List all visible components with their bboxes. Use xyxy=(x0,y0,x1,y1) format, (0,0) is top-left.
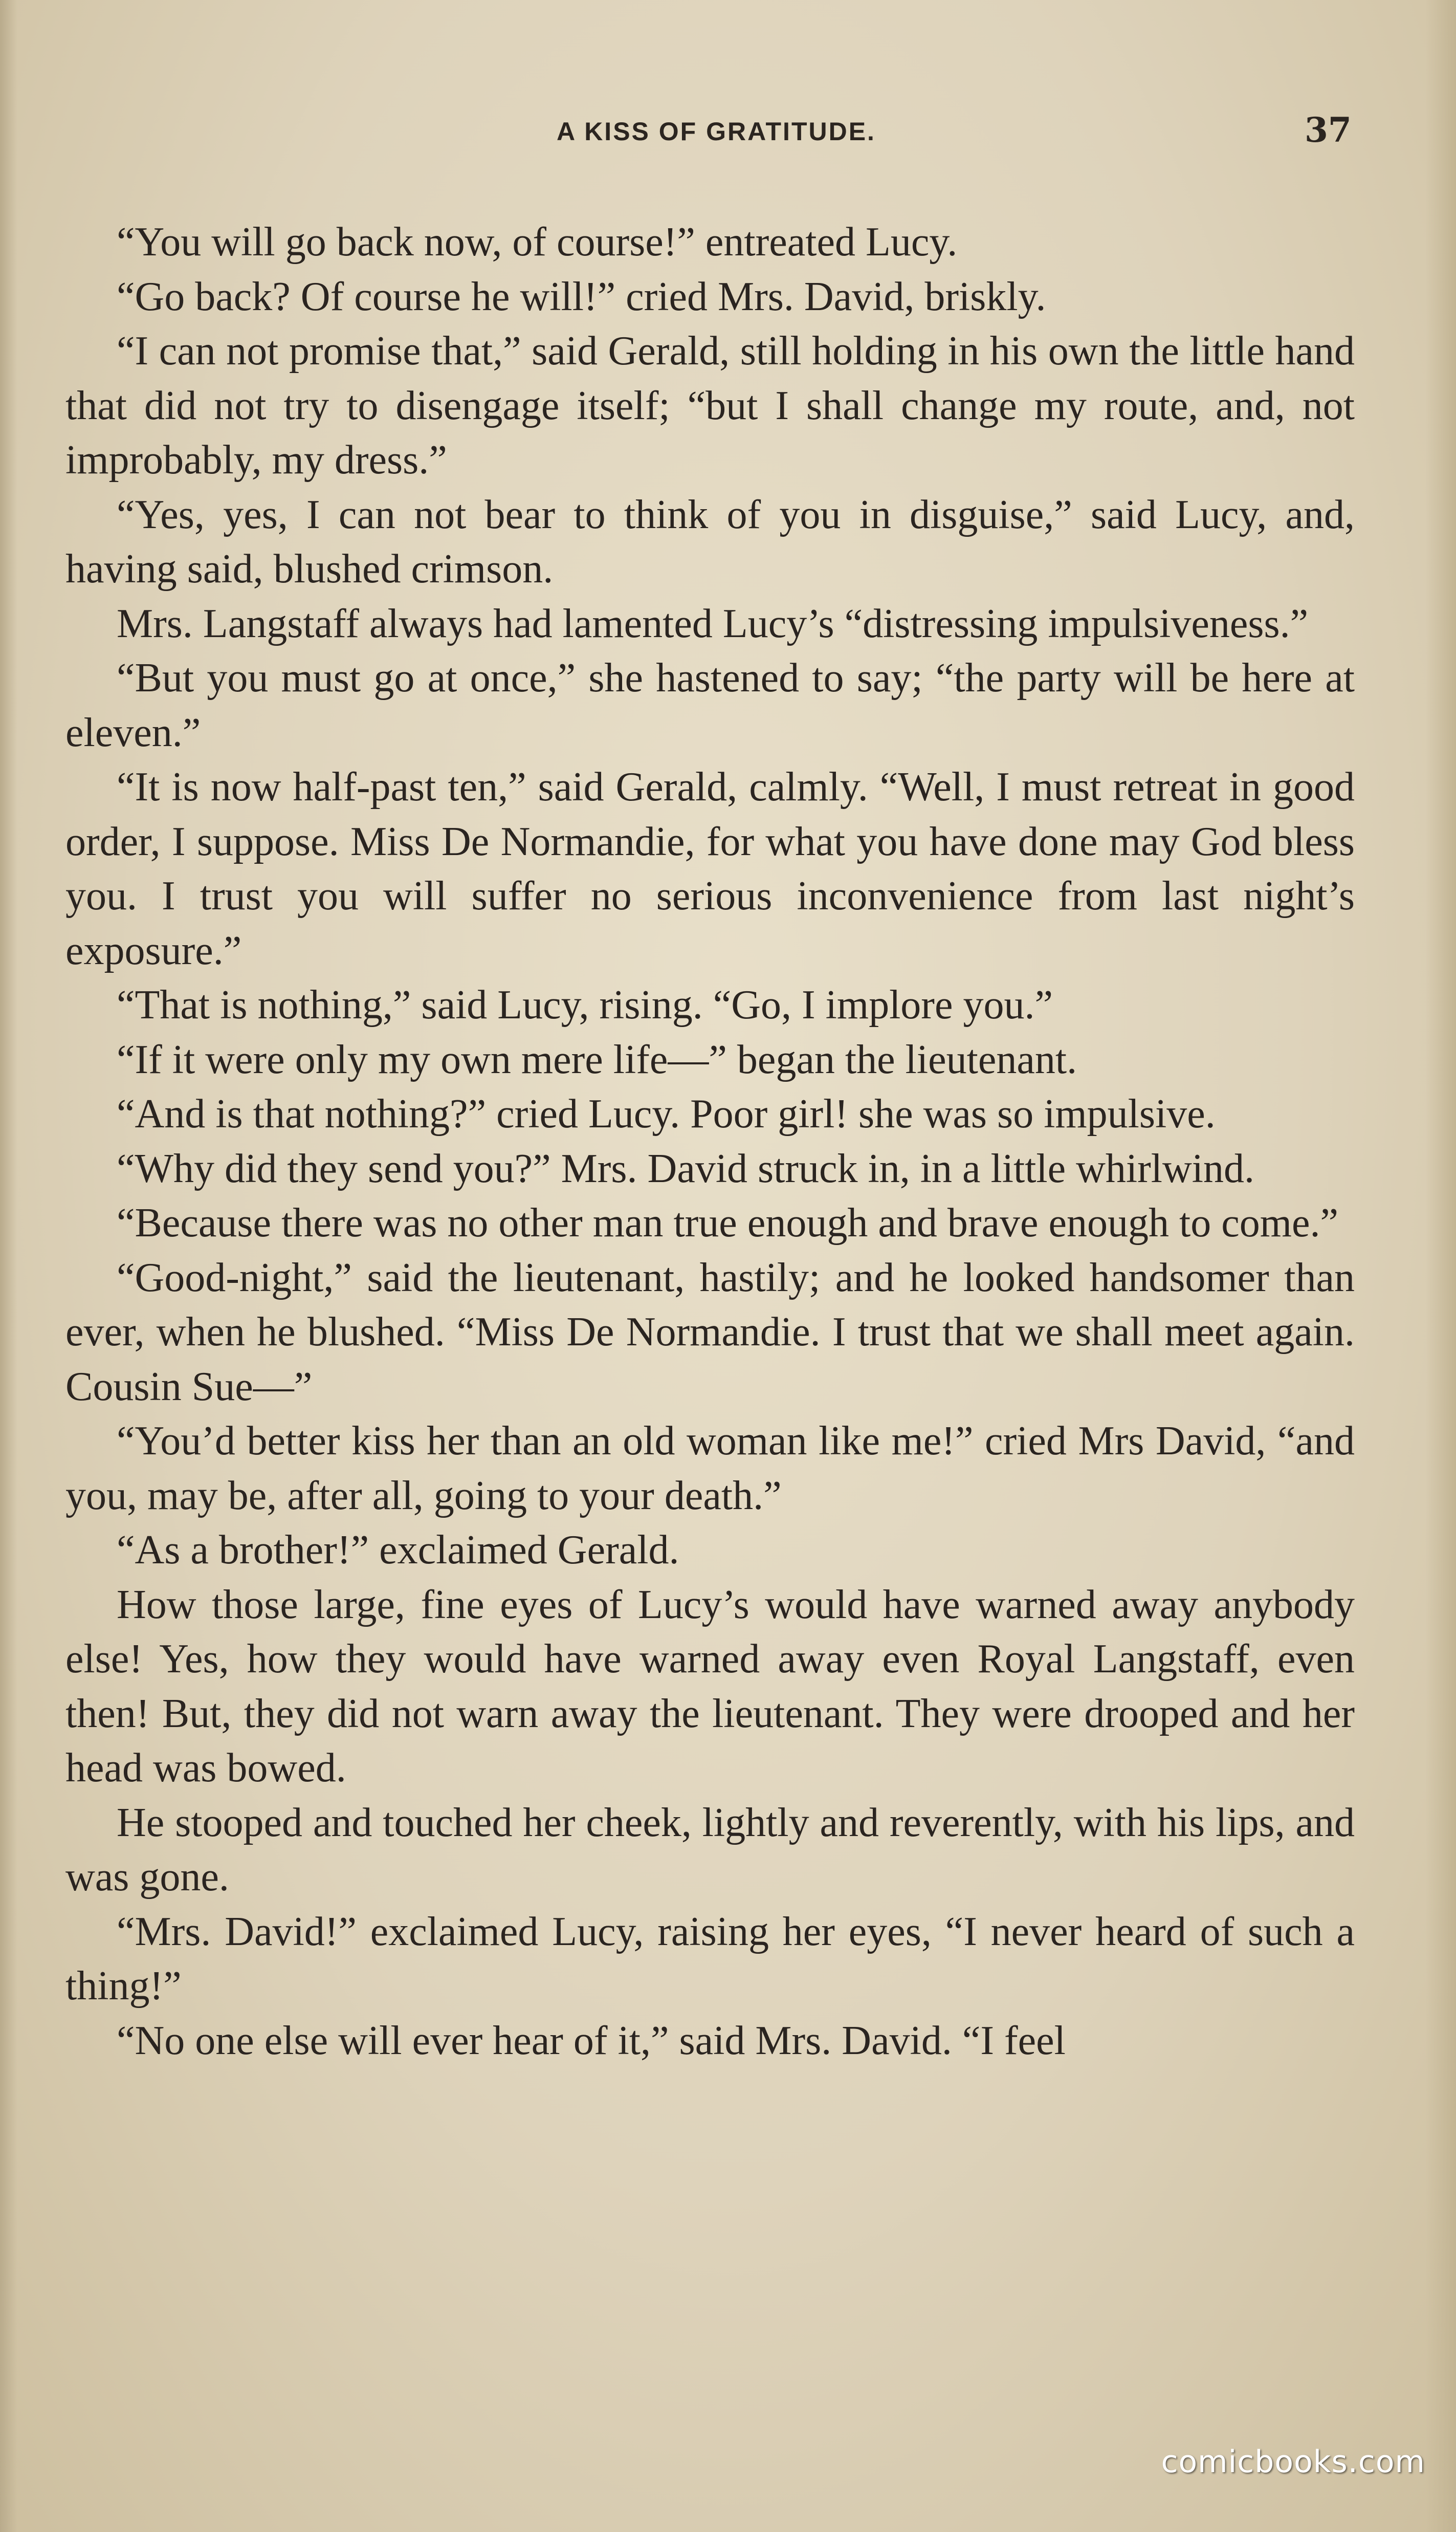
page-edge-shadow-right xyxy=(1425,0,1456,2532)
paragraph: “You’d better kiss her than an old woman like me!” cried Mrs David, “and you, may be, after all, going to your death.” xyxy=(65,1418,1355,1518)
site-watermark: comicbooks.com xyxy=(1161,2444,1425,2480)
paragraph: How those large, fine eyes of Lucy’s would have warned away anybody else! Yes, how they would have warned away even Royal Langstaff, even then! But, they did not warn away the lieutenant. They were drooped and her head was bowed. xyxy=(65,1582,1355,1791)
paragraph: “I can not promise that,” said Gerald, still holding in his own the little hand that did not try to disengage itself; “but I shall change my route, and, not improbably, my dress.” xyxy=(65,329,1355,483)
paragraph: “That is nothing,” said Lucy, rising. “Go, I implore you.” xyxy=(117,983,1053,1028)
paragraph: “Go back? Of course he will!” cried Mrs. David, briskly. xyxy=(117,274,1046,319)
paragraph: “Yes, yes, I can not bear to think of you in disguise,” said Lucy, and, having said, blushed crimson. xyxy=(65,492,1355,592)
running-head-title: A KISS OF GRATITUDE. xyxy=(557,117,876,146)
paragraph: “As a brother!” exclaimed Gerald. xyxy=(117,1527,679,1573)
paragraph: He stooped and touched her cheek, lightly and reverently, with his lips, and was gone. xyxy=(65,1800,1355,1900)
paragraph: “You will go back now, of course!” entreated Lucy. xyxy=(117,220,958,265)
page-edge-shadow-left xyxy=(0,0,17,2532)
paragraph: Mrs. Langstaff always had lamented Lucy’s “distressing impulsiveness.” xyxy=(117,601,1309,646)
paragraph: “It is now half-past ten,” said Gerald, calmly. “Well, I must retreat in good order, I suppose. Miss De Normandie, for what you have done may God bless you. I trust you will suffer no serious inconvenience from last night’s exposure.” xyxy=(65,765,1355,973)
paragraph: “If it were only my own mere life—” began the lieutenant. xyxy=(117,1037,1077,1082)
paragraph: “Mrs. David!” exclaimed Lucy, raising her eyes, “I never heard of such a thing!” xyxy=(65,1909,1355,2009)
paragraph: “Good-night,” said the lieutenant, hastily; and he looked handsomer than ever, when he blushed. “Miss De Normandie. I trust that we shall meet again. Cousin Sue—” xyxy=(65,1255,1355,1409)
paragraph: “Because there was no other man true enough and brave enough to come.” xyxy=(117,1200,1338,1246)
paragraph: “And is that nothing?” cried Lucy. Poor girl! she was so impulsive. xyxy=(117,1092,1216,1137)
paragraph: “Why did they send you?” Mrs. David struck in, in a little whirlwind. xyxy=(117,1146,1255,1191)
page-number: 37 xyxy=(1305,110,1352,150)
body-text xyxy=(65,215,1355,2068)
paragraph: “But you must go at once,” she hastened to say; “the party will be here at eleven.” xyxy=(65,656,1355,755)
paragraph: “No one else will ever hear of it,” said Mrs. David. “I feel xyxy=(117,2018,1066,2063)
